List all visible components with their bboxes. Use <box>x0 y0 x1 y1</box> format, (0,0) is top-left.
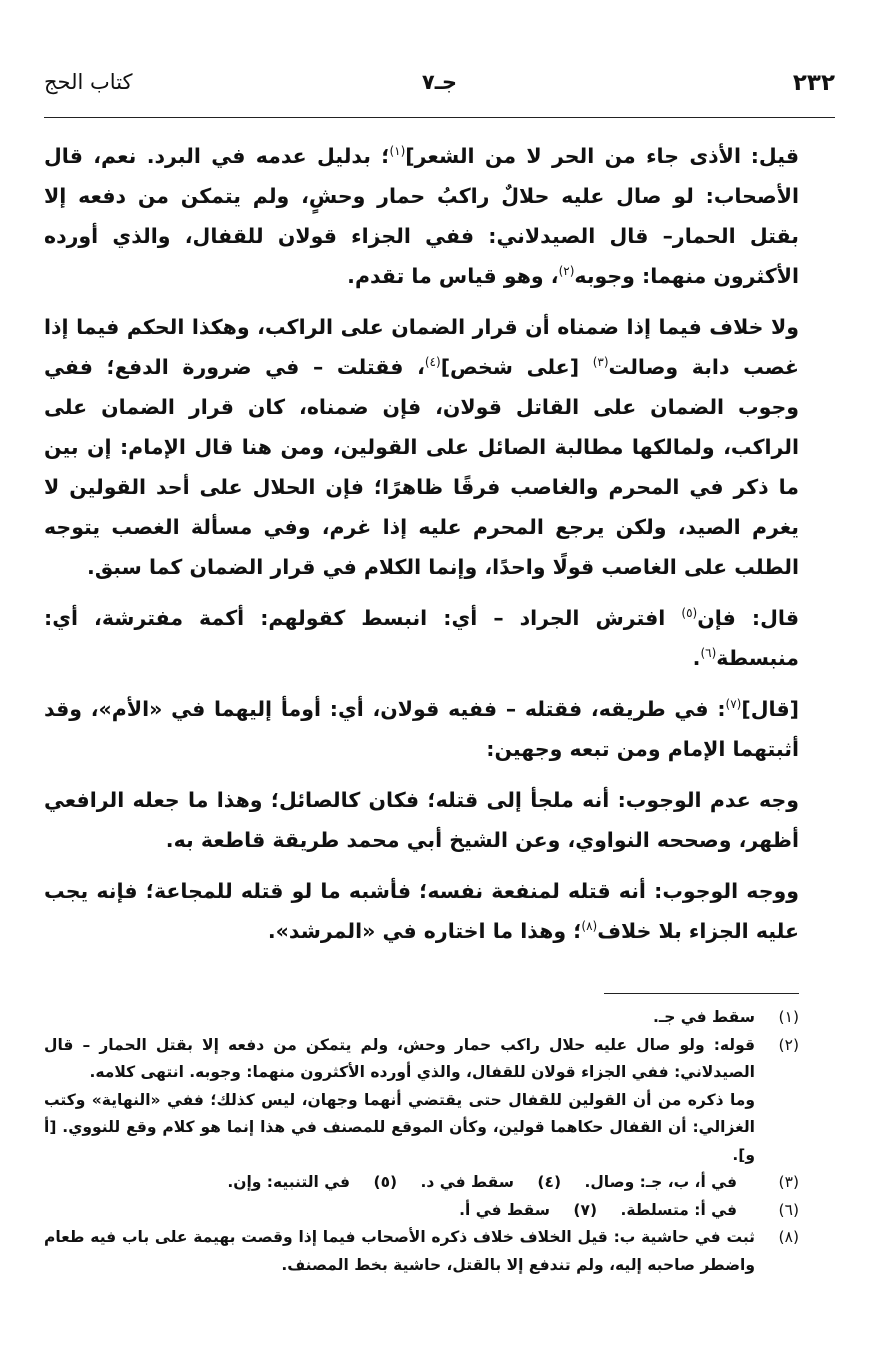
p1-label: قيل: <box>750 144 799 168</box>
footnote-1 <box>44 1004 799 1032</box>
footnote-ref-2: (٢) <box>558 264 575 279</box>
footnote-divider <box>604 993 799 994</box>
paragraph-6 <box>44 871 799 951</box>
footnote-ref-1: (١) <box>389 144 406 159</box>
footnote-ref-3: (٣) <box>592 355 609 370</box>
footnote-2 <box>44 1032 799 1170</box>
footnote-5-num: (٥) <box>373 1173 398 1191</box>
p1-text-b: ، وهو قياس ما تقدم. <box>347 264 559 288</box>
book-title: كتاب الحج <box>44 70 133 94</box>
volume-label: جـ٧ <box>421 70 458 94</box>
p3-bold: افترش الجراد <box>519 606 682 630</box>
p3-text-a: قال: فإن <box>697 606 799 630</box>
footnote-line-6-7 <box>44 1197 799 1225</box>
page-number: ٢٣٢ <box>792 70 835 96</box>
footnote-number: (٢) <box>778 1035 799 1054</box>
footnote-text <box>62 1169 737 1197</box>
footnote-text: ثبت في حاشية ب: قيل الخلاف خلاف ذكره الأصحاب فيما إذا وقصت بهيمة على باب فيه طعام واضطر صاحبه إليه، ولم تندفع إلا بالقتل، حاشية بخط المصنف. <box>44 1228 755 1274</box>
p3-text-b: – أي: انبسط كقولهم: أكمة مفترشة، أي: منبسطة <box>44 606 799 670</box>
footnote-3-text: في أ، ب، جـ: وصال. <box>584 1173 737 1191</box>
footnote-ref-7: (٧) <box>725 697 742 712</box>
p1-text-a: ؛ بدليل عدمه في البرد. نعم، قال الأصحاب: لو صال عليه حلالٌ راكبُ حمار وحشٍ، ولم يتمكن من دفعه إلا بقتل الحمار– قال الصيدلاني: ففي الجزاء قولان للقفال، والذي أورده الأكثرون منهما: وجوبه <box>44 144 799 288</box>
footnote-ref-4: (٤) <box>424 355 441 370</box>
footnote-5-text: في التنبيه: وإن. <box>227 1173 351 1191</box>
footnote-7-text: سقط في أ. <box>459 1200 550 1219</box>
paragraph-5 <box>44 780 799 860</box>
footnote-number: (٣) <box>778 1173 799 1191</box>
footnote-2-part-a: قوله: ولو صال عليه حلال راكب حمار وحش، ولم يتمكن من دفعه إلا بقتل الحمار – قال الصيدلاني: ففي الجزاء قولان للقفال، والذي أورده الأكثرون منهما: وجوبه. انتهى كلامه. <box>44 1035 755 1081</box>
p6-text-b: ؛ وهذا ما اختاره في «المرشد». <box>267 919 582 943</box>
p6-text-a: ووجه الوجوب: أنه قتله لمنفعة نفسه؛ فأشبه ما لو قتله للمجاعة؛ فإنه يجب عليه الجزاء بلا خلاف <box>44 879 799 943</box>
footnote-4-num: (٤) <box>537 1173 562 1191</box>
footnote-number: (٦) <box>778 1200 799 1219</box>
footnote-text: سقط في جـ. <box>653 1008 755 1026</box>
footnote-text <box>44 1032 755 1170</box>
footnote-number: (١) <box>778 1008 799 1026</box>
p1-quote: الأذى جاء من الحر لا من الشعر] <box>405 144 741 168</box>
p2-text-c: ، فقتلت – في ضرورة الدفع؛ ففي وجوب الضمان على القاتل قولان، فإن ضمناه، كان قرار الضمان على الراكب، ولمالكها مطالبة الصائل على القولين، ومن هنا قال الإمام: إن بين ما ذكر في المحرم والغاصب فرقًا ظاهرًا؛ فإن الحلال على أحد القولين لا يغرم الصيد، ولكن يرجع المحرم عليه إذا غرم، وفي مسألة الغصب يتوجه الطلب على الغاصب قولًا واحدًا، وإنما الكلام في قرار الضمان كما سبق. <box>44 355 799 579</box>
footnotes <box>44 1004 799 1279</box>
footnote-text <box>62 1197 737 1225</box>
running-header <box>44 70 835 108</box>
p4-text-b: : في طريقه، فقتله – ففيه قولان، أي: أومأ إليهما في «الأم»، وقد أثبتهما الإمام ومن تبعه وجهين: <box>44 697 799 761</box>
footnote-number: (٨) <box>778 1228 799 1246</box>
paragraph-2 <box>44 307 799 587</box>
p2-text-b: [على شخص] <box>440 355 593 379</box>
footnote-ref-6: (٦) <box>700 646 717 661</box>
paragraph-1 <box>44 136 799 296</box>
paragraph-3 <box>44 598 799 678</box>
footnote-line-3-5 <box>44 1169 799 1197</box>
footnote-ref-5: (٥) <box>681 606 698 621</box>
p2-text-a: ولا خلاف فيما إذا ضمناه أن قرار الضمان على الراكب، وهكذا الحكم فيما إذا غصب دابة وصالت <box>44 315 799 379</box>
p5-text: وجه عدم الوجوب: أنه ملجأ إلى قتله؛ فكان كالصائل؛ وهذا ما جعله الرافعي أظهر، وصححه النواوي، وعن الشيخ أبي محمد طريقة قاطعة به. <box>44 788 799 852</box>
header-divider <box>44 117 835 118</box>
paragraph-4 <box>44 689 799 769</box>
main-text <box>44 136 799 962</box>
footnote-4-text: سقط في د. <box>420 1173 514 1191</box>
p4-text-a: [قال] <box>741 697 799 721</box>
footnote-8 <box>44 1224 799 1279</box>
p3-text-c: . <box>692 646 701 670</box>
footnote-ref-8: (٨) <box>581 919 598 934</box>
footnote-7-num: (٧) <box>573 1200 598 1219</box>
footnote-6-text: في أ: متسلطة. <box>620 1200 737 1219</box>
footnote-2-part-b: وما ذكره من أن القولين للقفال حتى يقتضي أنهما وجهان، ليس كذلك؛ ففي «النهاية» وكتب الغزالي: أن القفال حكاهما قولين، وكأن الموقع للمصنف في هذا إنما هو كلام وقع للنووي. [أ و]. <box>44 1090 755 1164</box>
